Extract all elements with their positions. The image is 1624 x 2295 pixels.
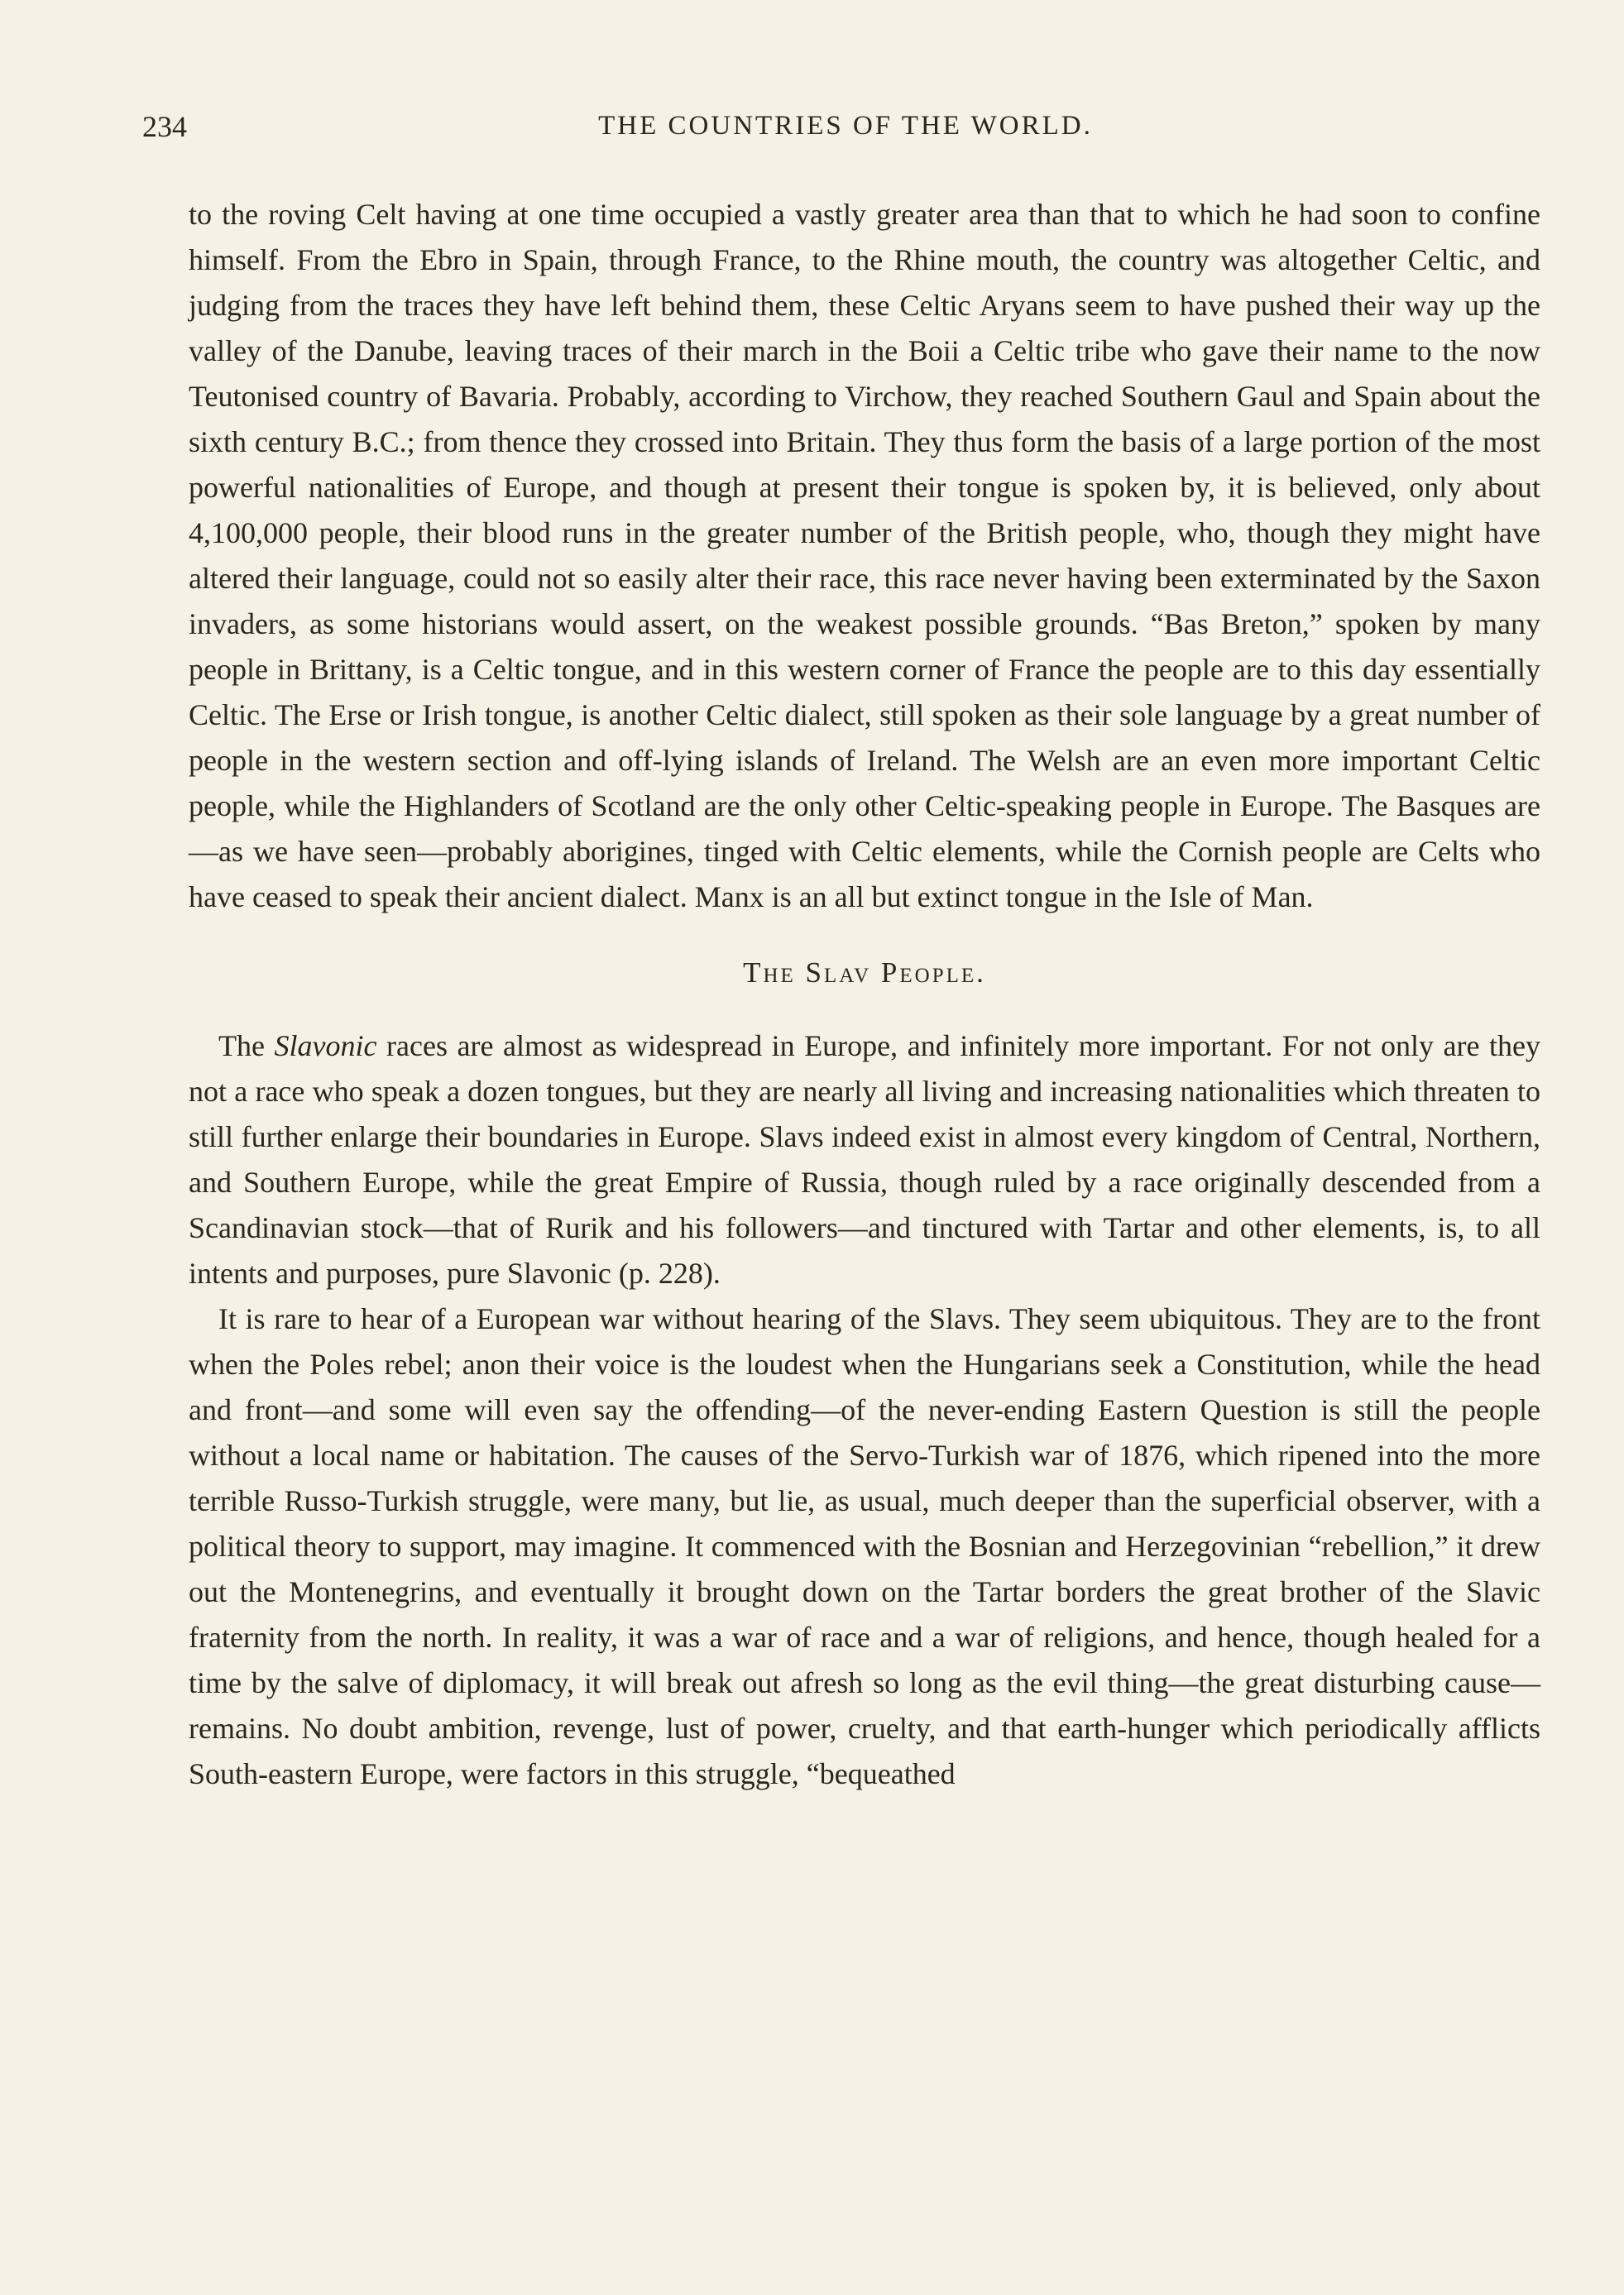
section-heading: The Slav People. xyxy=(743,956,986,989)
running-head xyxy=(142,109,1549,151)
paragraph-slavonic-start: The xyxy=(218,1029,275,1062)
paragraph-slavonic-rest: races are almost as widespread in Europe, and infinitely more important. For not only are they not a race who speak a dozen tongues, but they are nearly all living and increasing nationalities which threaten to still further enlarge their boundaries in Europe. Slavs indeed exist in almost every kingdom of Central, Northern, and Southern Europe, while the great Empire of Russia, though ruled by a race originally descended from a Scandinavian stock—that of Rurik and his followers—and tinctured with Tartar and other elements, is, to all intents and purposes, pure Slavonic (p. 228). xyxy=(189,1029,1541,1290)
paragraph-slavonic xyxy=(189,1023,1540,1296)
page-title: THE COUNTRIES OF THE WORLD. xyxy=(598,111,1093,141)
page-number: 234 xyxy=(142,110,187,143)
paragraph-slavs-war: It is rare to hear of a European war without hearing of the Slavs. They seem ubiquitous. They are to the front when the Poles rebel; anon their voice is the loudest when the Hungarians seek a Constitution, while the head and front—and some will even say the offending—of the never-ending Eastern Question is still the people without a local name or habitation. The causes of the Servo-Turkish war of 1876, which ripened into the more terrible Russo-Turkish struggle, were many, but lie, as usual, much deeper than the superficial observer, with a political theory to support, may imagine. It commenced with the Bosnian and Herzegovinian “rebellion,” it drew out the Montenegrins, and eventually it brought down on the Tartar borders the great brother of the Slavic fraternity from the north. In reality, it was a war of race and a war of religions, and hence, though healed for a time by the salve of diplomacy, it will break out afresh so long as the evil thing—the great disturbing cause—remains. No doubt ambition, revenge, lust of power, cruelty, and that earth-hunger which periodically afflicts South-eastern Europe, were factors in this struggle, “bequeathed xyxy=(189,1302,1540,1790)
italic-term-slavonic: Slavonic xyxy=(274,1029,377,1062)
paragraph-continued: to the roving Celt having at one time occupied a vastly greater area than that to which he had soon to confine himself. From the Ebro in Spain, through France, to the Rhine mouth, the country was altogether Celtic, and judging from the traces they have left behind them, these Celtic Aryans seem to have pushed their way up the valley of the Danube, leaving traces of their march in the Boii a Celtic tribe who gave their name to the now Teutonised country of Bavaria. Probably, according to Virchow, they reached Southern Gaul and Spain about the sixth century B.C.; from thence they crossed into Britain. They thus form the basis of a large portion of the most powerful nationalities of Europe, and though at present their tongue is spoken by, it is believed, only about 4,100,000 people, their blood runs in the greater number of the British people, who, though they might have altered their language, could not so easily alter their race, this race never having been exterminated by the Saxon invaders, as some historians would assert, on the weakest possible grounds. “Bas Breton,” spoken by many people in Brittany, is a Celtic tongue, and in this western corner of France the people are to this day essentially Celtic. The Erse or Irish tongue, is another Celtic dialect, still spoken as their sole language by a great number of people in the western section and off-lying islands of Ireland. The Welsh are an even more important Celtic people, while the Highlanders of Scotland are the only other Celtic-speaking people in Europe. The Basques are—as we have seen—probably aborigines, tinged with Celtic elements, while the Cornish people are Celts who have ceased to speak their ancient dialect. Manx is an all but extinct tongue in the Isle of Man. xyxy=(189,198,1540,913)
text-block xyxy=(189,192,1540,1797)
